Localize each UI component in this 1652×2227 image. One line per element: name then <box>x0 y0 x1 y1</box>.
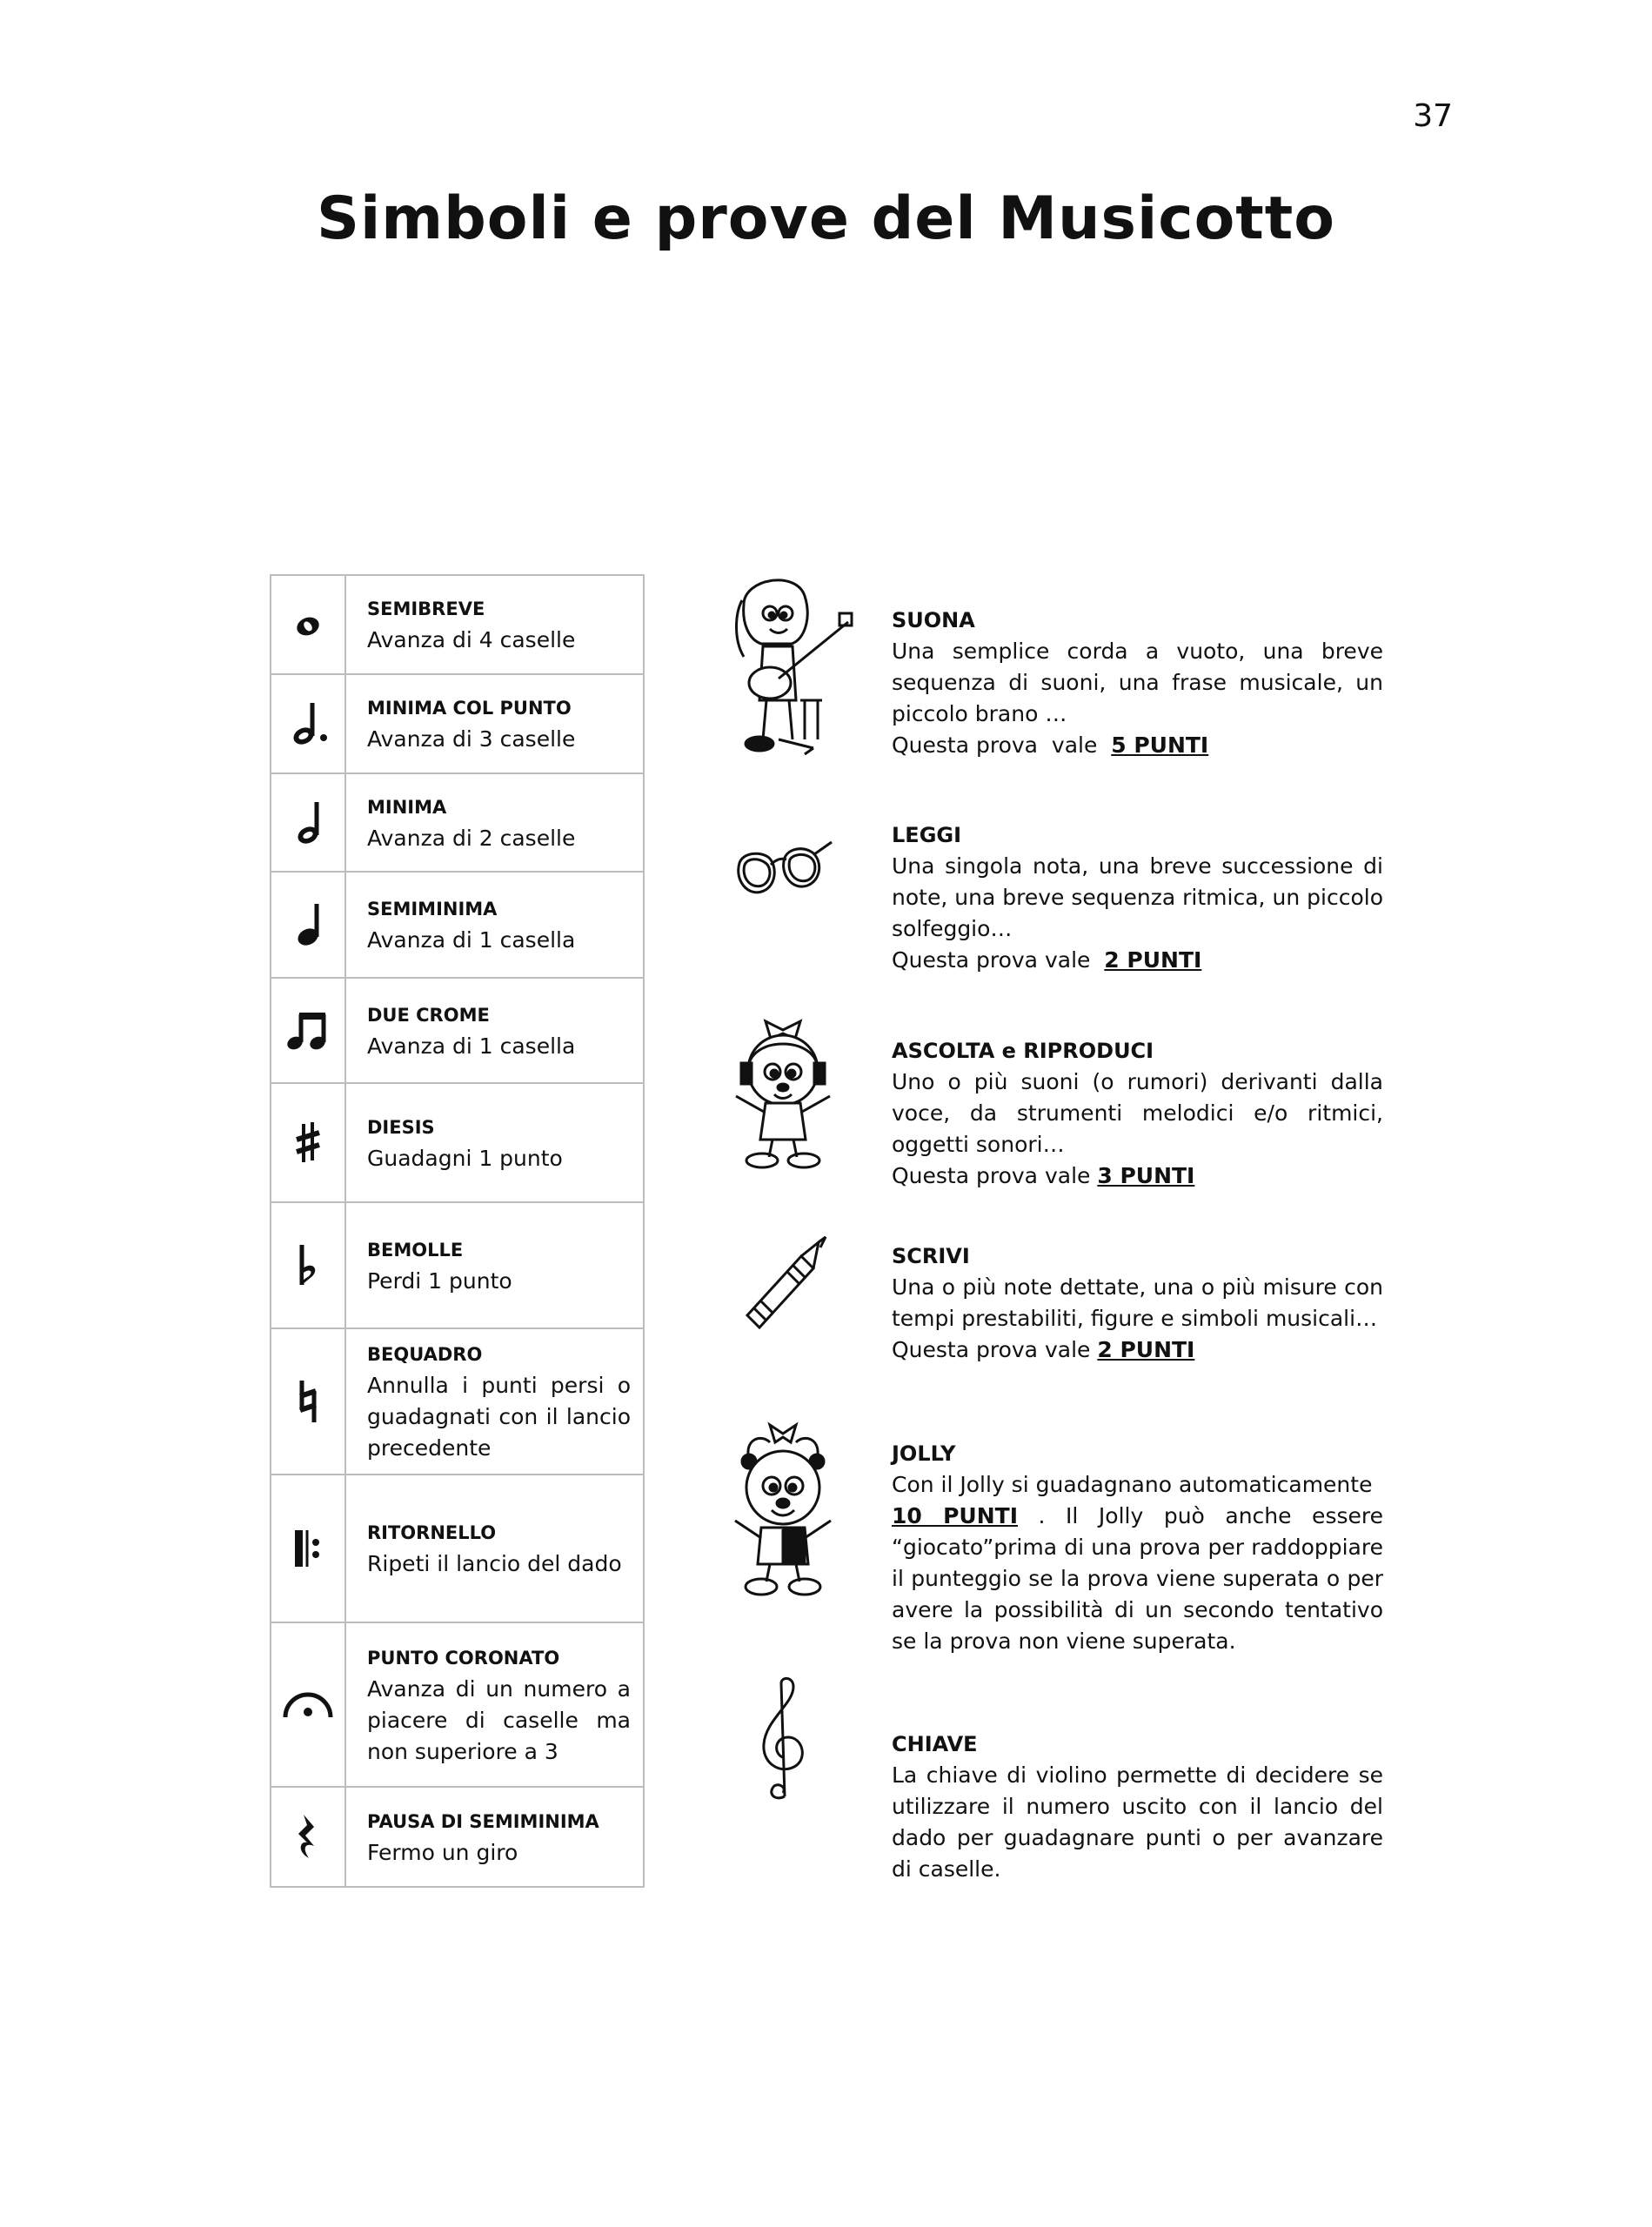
half-note-icon <box>291 799 325 847</box>
table-row <box>271 1787 644 1887</box>
symbol-name: SEMIBREVE <box>367 599 485 619</box>
test-title: SUONA <box>892 608 975 632</box>
symbol-desc: Avanza di 2 caselle <box>367 825 576 851</box>
symbol-name: MINIMA COL PUNTO <box>367 698 572 719</box>
table-row <box>271 1622 644 1787</box>
guitar-player-icon <box>709 570 857 757</box>
table-row <box>271 1475 644 1622</box>
test-points: 3 PUNTI <box>1097 1163 1195 1188</box>
natural-icon <box>295 1379 321 1424</box>
symbol-desc: Guadagni 1 punto <box>367 1145 563 1171</box>
fermata-icon <box>282 1689 334 1721</box>
symbol-cell <box>271 1083 345 1202</box>
symbol-cell <box>271 1202 345 1328</box>
test-desc: Una semplice corda a vuoto, una breve sequenza di suoni, una frase musicale, un piccolo brano … <box>892 639 1383 726</box>
symbol-desc: Avanza di 1 casella <box>367 927 576 953</box>
test-desc: Uno o più suoni (o rumori) derivanti dalla voce, da strumenti melodici e/o ritmici, oggetti sonori… <box>892 1069 1383 1157</box>
crayon-icon <box>735 1234 831 1329</box>
table-row <box>271 575 644 674</box>
beamed-eighth-notes-icon <box>287 1009 329 1053</box>
symbol-cell <box>271 575 345 674</box>
test-points-prefix: Questa prova vale <box>892 947 1105 973</box>
sharp-icon <box>293 1120 323 1166</box>
test-points: 5 PUNTI <box>1111 732 1209 758</box>
treble-clef-icon <box>748 1675 818 1805</box>
symbol-name: PUNTO CORONATO <box>367 1647 560 1669</box>
symbol-name: BEQUADRO <box>367 1344 483 1365</box>
whole-note-icon <box>291 607 325 642</box>
symbol-cell <box>271 773 345 872</box>
symbol-name: DIESIS <box>367 1116 435 1138</box>
test-points: 2 PUNTI <box>1097 1337 1195 1362</box>
test-title: CHIAVE <box>892 1732 978 1756</box>
table-row <box>271 872 644 978</box>
dotted-half-note-icon <box>286 699 330 748</box>
test-desc-part-2: . Il Jolly può anche essere “giocato”prima di una prova per raddoppiare il punteggio se la prova viene superata o per avere la possibilità di un secondo tentativo se la prova non viene superata. <box>892 1503 1383 1654</box>
table-row <box>271 773 644 872</box>
glasses-icon <box>731 837 835 906</box>
test-title: SCRIVI <box>892 1244 970 1268</box>
table-row <box>271 674 644 773</box>
symbol-desc: Avanza di 3 caselle <box>367 726 576 752</box>
quarter-note-icon <box>291 900 325 949</box>
flat-icon <box>295 1243 321 1288</box>
test-desc: La chiave di violino permette di decidere se utilizzare il numero uscito con il lancio del dado per guadagnare punti o per avanzare di caselle. <box>892 1762 1383 1882</box>
test-desc <box>892 1469 1383 1657</box>
symbol-desc: Perdi 1 punto <box>367 1267 512 1294</box>
symbol-desc: Annulla i punti persi o guadagnati con il lancio precedente <box>367 1373 631 1461</box>
symbol-cell <box>271 1475 345 1622</box>
symbol-cell <box>271 674 345 773</box>
symbol-desc: Avanza di 1 casella <box>367 1033 576 1059</box>
symbol-desc: Avanza di un numero a piacere di caselle ma non superiore a 3 <box>367 1675 631 1764</box>
symbol-name: PAUSA DI SEMIMINIMA <box>367 1810 599 1832</box>
symbols-table <box>270 574 645 1888</box>
test-points-prefix: Questa prova vale <box>892 732 1112 758</box>
symbol-desc: Fermo un giro <box>367 1839 518 1865</box>
symbol-name: BEMOLLE <box>367 1239 464 1261</box>
symbol-cell <box>271 978 345 1083</box>
repeat-sign-icon <box>293 1527 323 1570</box>
table-row <box>271 978 644 1083</box>
test-points: 10 PUNTI <box>892 1503 1018 1528</box>
symbol-cell <box>271 872 345 978</box>
symbol-cell <box>271 1787 345 1887</box>
test-points: 2 PUNTI <box>1104 947 1202 973</box>
symbol-cell <box>271 1328 345 1475</box>
symbol-name: MINIMA <box>367 796 447 818</box>
symbol-desc: Avanza di 4 caselle <box>367 627 576 652</box>
test-title: JOLLY <box>892 1441 956 1466</box>
symbol-cell <box>271 1622 345 1787</box>
symbol-name: SEMIMINIMA <box>367 899 498 920</box>
test-desc: Una singola nota, una breve successione di note, una breve sequenza ritmica, un piccolo solfeggio… <box>892 853 1383 941</box>
page-title: Simboli e prove del Musicotto <box>316 184 1336 253</box>
table-row <box>271 1083 644 1202</box>
table-row <box>271 1328 644 1475</box>
symbol-desc: Ripeti il lancio del dado <box>367 1551 622 1576</box>
test-points-prefix: Questa prova vale <box>892 1163 1098 1188</box>
test-title: ASCOLTA e RIPRODUCI <box>892 1039 1154 1063</box>
jester-icon <box>718 1408 848 1603</box>
test-desc: Una o più note dettate, una o più misure con tempi prestabiliti, figure e simboli musicali… <box>892 1274 1383 1331</box>
test-title: LEGGI <box>892 823 962 847</box>
test-desc-part-1: Con il Jolly si guadagnano automaticamente <box>892 1472 1373 1497</box>
table-row <box>271 1202 644 1328</box>
page-number: 37 <box>1413 98 1453 134</box>
symbol-name: RITORNELLO <box>367 1522 497 1543</box>
quarter-rest-icon <box>295 1813 321 1862</box>
headphones-girl-icon <box>722 1009 844 1170</box>
symbol-name: DUE CROME <box>367 1004 490 1026</box>
test-points-prefix: Questa prova vale <box>892 1337 1098 1362</box>
